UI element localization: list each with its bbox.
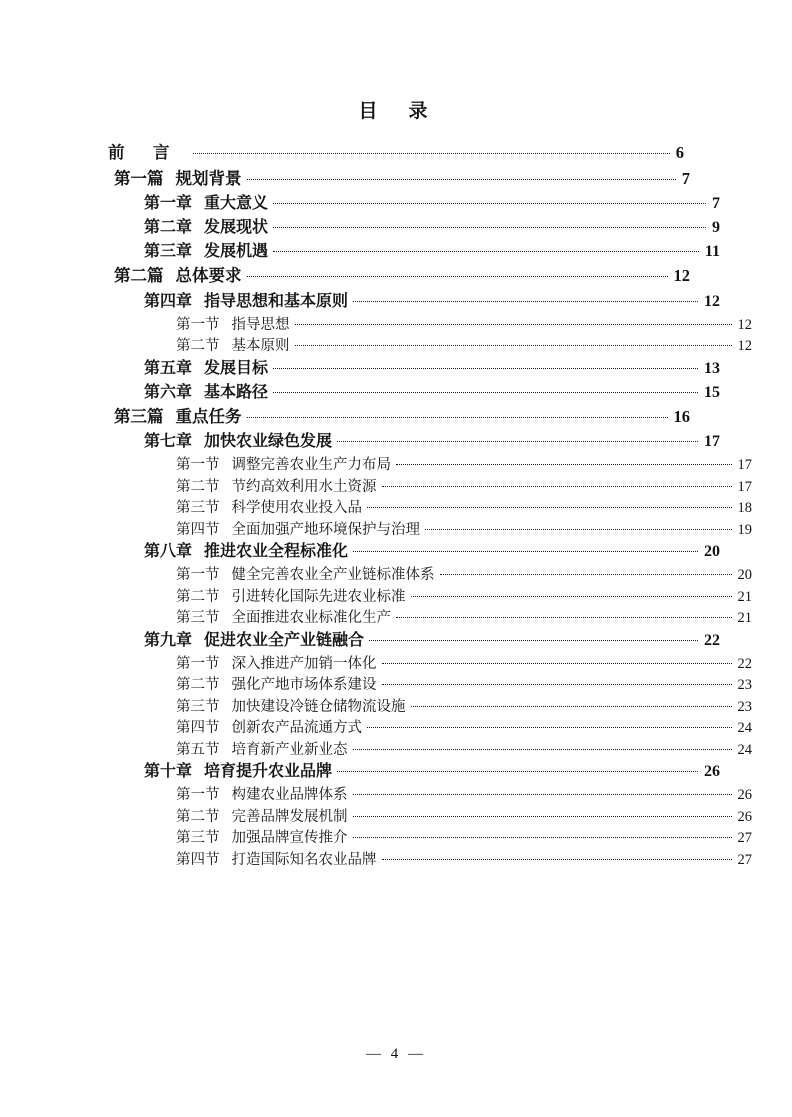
table-of-contents xyxy=(108,143,752,868)
toc-leader-dots xyxy=(382,858,732,860)
toc-entry-number: 第二章 xyxy=(144,219,193,236)
toc-entry-number: 第一节 xyxy=(176,787,220,803)
page-title: 目 录 xyxy=(358,101,434,122)
toc-leader-dots xyxy=(273,391,698,393)
toc-entry[interactable] xyxy=(108,501,752,516)
toc-entry-page: 20 xyxy=(704,543,720,560)
toc-leader-dots xyxy=(367,506,732,508)
toc-entry-page: 24 xyxy=(737,741,752,758)
toc-entry-page: 26 xyxy=(704,763,720,780)
toc-entry-label xyxy=(176,743,351,758)
toc-entry-label xyxy=(176,501,365,516)
toc-leader-dots xyxy=(337,440,698,442)
toc-entry-label xyxy=(176,590,409,605)
toc-entry-page: 23 xyxy=(737,698,752,715)
toc-leader-dots xyxy=(295,323,732,325)
toc-entry-label xyxy=(176,721,365,736)
toc-entry[interactable] xyxy=(108,853,752,868)
toc-entry[interactable] xyxy=(108,339,752,354)
toc-entry-text: 指导思想 xyxy=(231,316,290,333)
toc-entry[interactable] xyxy=(108,294,720,310)
toc-entry-page: 21 xyxy=(737,610,752,626)
toc-entry[interactable] xyxy=(108,700,752,715)
toc-entry-number: 第五节 xyxy=(176,741,220,758)
toc-entry-page: 27 xyxy=(737,851,752,868)
toc-leader-dots xyxy=(425,528,732,530)
toc-entry-label xyxy=(144,764,335,780)
toc-leader-dots xyxy=(396,616,732,618)
toc-leader-dots xyxy=(273,367,698,369)
toc-entry-number: 第二节 xyxy=(176,808,220,825)
toc-entry-label xyxy=(176,480,380,495)
toc-entry-page: 19 xyxy=(737,521,752,538)
toc-entry-label xyxy=(176,611,394,626)
toc-entry-text: 总体要求 xyxy=(175,266,242,285)
toc-entry-label xyxy=(176,339,293,354)
toc-leader-dots xyxy=(411,595,732,597)
toc-entry-number: 第八章 xyxy=(144,543,193,560)
toc-entry-text: 强化产地市场体系建设 xyxy=(231,677,377,693)
toc-entry[interactable] xyxy=(108,810,752,825)
toc-entry-text: 发展机遇 xyxy=(204,243,269,260)
toc-entry-label xyxy=(114,268,245,285)
toc-entry-text: 科学使用农业投入品 xyxy=(231,500,362,516)
toc-entry-page: 15 xyxy=(704,383,720,401)
toc-entry-text: 健全完善农业全产业链标准体系 xyxy=(231,567,435,583)
toc-leader-dots xyxy=(337,770,698,772)
toc-entry-text: 发展现状 xyxy=(204,219,269,236)
toc-entry-label xyxy=(144,633,367,649)
toc-entry-text: 深入推进产加销一体化 xyxy=(231,655,377,672)
toc-entry-page: 17 xyxy=(737,457,752,473)
toc-entry-page: 12 xyxy=(737,316,752,333)
page-number: — 4 — xyxy=(366,1046,426,1062)
toc-entry-page: 24 xyxy=(737,720,752,736)
toc-entry[interactable] xyxy=(108,743,752,758)
toc-entry[interactable] xyxy=(108,385,720,401)
toc-entry-label xyxy=(176,568,438,583)
toc-entry[interactable] xyxy=(108,590,752,605)
toc-entry-page: 21 xyxy=(737,588,752,605)
toc-leader-dots xyxy=(247,275,668,277)
toc-entry-page: 20 xyxy=(737,567,752,583)
toc-entry[interactable] xyxy=(108,406,690,426)
toc-entry-number: 第十章 xyxy=(144,763,193,780)
toc-entry-text: 打造国际知名农业品牌 xyxy=(231,851,377,868)
toc-leader-dots xyxy=(193,152,670,154)
toc-entry-label xyxy=(108,145,191,162)
toc-leader-dots xyxy=(273,226,706,228)
toc-entry-text: 基本路径 xyxy=(204,383,269,401)
toc-entry-number: 第四节 xyxy=(176,851,220,868)
toc-entry-label xyxy=(176,788,351,803)
toc-entry[interactable] xyxy=(108,831,752,846)
toc-leader-dots xyxy=(353,550,698,552)
toc-entry-page: 22 xyxy=(704,631,720,649)
toc-entry-page: 11 xyxy=(704,243,720,260)
toc-entry-number: 第三节 xyxy=(176,610,220,626)
toc-entry-label xyxy=(144,220,271,236)
toc-entry-page: 22 xyxy=(737,655,752,672)
toc-entry-text: 创新农产品流通方式 xyxy=(231,720,362,736)
toc-entry-label xyxy=(176,700,409,715)
toc-entry[interactable] xyxy=(108,268,690,285)
toc-entry-label xyxy=(144,196,271,212)
toc-entry[interactable] xyxy=(108,764,720,780)
toc-entry[interactable] xyxy=(108,788,752,803)
toc-entry-label xyxy=(176,678,380,693)
toc-entry-number: 第四节 xyxy=(176,720,220,736)
toc-entry-number: 第二节 xyxy=(176,478,220,495)
toc-leader-dots xyxy=(353,815,732,817)
toc-entry-page: 12 xyxy=(704,292,720,310)
toc-leader-dots xyxy=(353,300,698,302)
toc-entry[interactable] xyxy=(108,568,752,583)
toc-entry[interactable] xyxy=(108,196,720,212)
toc-leader-dots xyxy=(353,836,732,838)
toc-entry-page: 18 xyxy=(737,500,752,516)
toc-leader-dots xyxy=(369,639,698,641)
toc-entry-text: 完善品牌发展机制 xyxy=(231,808,348,825)
toc-entry-text: 重大意义 xyxy=(204,195,269,212)
toc-entry-number: 第一节 xyxy=(176,457,220,473)
toc-entry-number: 第三节 xyxy=(176,830,220,846)
toc-entry-number: 第一节 xyxy=(176,316,220,333)
toc-entry-number: 第七章 xyxy=(144,433,193,450)
toc-entry-number: 第三节 xyxy=(176,500,220,516)
toc-entry-text: 加强品牌宣传推介 xyxy=(231,830,348,846)
toc-entry-text: 重点任务 xyxy=(175,406,242,426)
toc-entry-number: 第一节 xyxy=(176,567,220,583)
toc-entry-page: 23 xyxy=(737,677,752,693)
toc-entry-number: 第三章 xyxy=(144,243,193,260)
toc-entry-page: 7 xyxy=(712,195,720,212)
toc-entry-number: 第二节 xyxy=(176,338,220,354)
toc-entry-label xyxy=(176,458,394,473)
toc-entry-label xyxy=(144,385,271,401)
toc-entry-number: 第二节 xyxy=(176,677,220,693)
toc-entry[interactable] xyxy=(108,721,752,736)
toc-entry-page: 13 xyxy=(704,359,720,377)
toc-entry-label xyxy=(114,406,245,426)
toc-entry-number: 第九章 xyxy=(144,631,193,649)
toc-entry-page: 17 xyxy=(737,478,752,495)
toc-entry-text: 培育提升农业品牌 xyxy=(204,763,333,780)
toc-entry-label xyxy=(176,318,293,333)
toc-entry[interactable] xyxy=(108,361,720,377)
toc-entry-text: 加快建设冷链仓储物流设施 xyxy=(231,698,406,715)
toc-entry[interactable] xyxy=(108,434,720,450)
toc-entry-label xyxy=(144,244,271,260)
toc-entry[interactable] xyxy=(108,611,752,626)
toc-entry-label xyxy=(114,168,245,188)
toc-entry-number: 第六章 xyxy=(144,383,193,401)
toc-entry-number: 第三篇 xyxy=(114,406,164,426)
toc-entry[interactable] xyxy=(108,657,752,672)
toc-entry[interactable] xyxy=(108,523,752,538)
toc-entry[interactable] xyxy=(108,678,752,693)
toc-entry-label xyxy=(176,523,423,538)
toc-entry-number: 第四章 xyxy=(144,292,193,310)
toc-entry-page: 12 xyxy=(737,338,752,354)
toc-entry-number: 第四节 xyxy=(176,521,220,538)
toc-entry-text: 节约高效利用水土资源 xyxy=(231,478,377,495)
toc-entry-number: 前 言 xyxy=(108,143,176,162)
page-footer xyxy=(0,1046,792,1063)
toc-entry-label xyxy=(144,361,271,377)
toc-entry[interactable] xyxy=(108,318,752,333)
toc-entry-text: 构建农业品牌体系 xyxy=(231,787,348,803)
toc-entry-label xyxy=(176,853,380,868)
toc-leader-dots xyxy=(247,416,668,418)
toc-entry-label xyxy=(144,544,351,560)
toc-entry[interactable] xyxy=(108,544,720,560)
toc-entry-page: 9 xyxy=(712,219,720,236)
toc-entry[interactable] xyxy=(108,480,752,495)
toc-entry-page: 16 xyxy=(673,406,690,426)
toc-entry-text: 指导思想和基本原则 xyxy=(204,292,349,310)
toc-entry-text: 引进转化国际先进农业标准 xyxy=(231,588,406,605)
toc-entry-number: 第五章 xyxy=(144,359,193,377)
toc-entry-page: 6 xyxy=(675,143,684,162)
toc-entry-text: 加快农业绿色发展 xyxy=(204,433,333,450)
toc-entry[interactable] xyxy=(108,145,684,162)
toc-entry-text: 调整完善农业生产力布局 xyxy=(231,457,391,473)
toc-leader-dots xyxy=(382,485,732,487)
toc-entry-number: 第三节 xyxy=(176,698,220,715)
toc-leader-dots xyxy=(353,748,732,750)
toc-entry-label xyxy=(144,294,351,310)
toc-entry-page: 26 xyxy=(737,808,752,825)
toc-entry[interactable] xyxy=(108,458,752,473)
toc-leader-dots xyxy=(396,463,732,465)
toc-entry-label xyxy=(176,810,351,825)
toc-entry-label xyxy=(144,434,335,450)
toc-entry-page: 27 xyxy=(737,830,752,846)
toc-entry[interactable] xyxy=(108,220,720,236)
toc-entry-label xyxy=(176,657,380,672)
toc-entry-page: 7 xyxy=(681,168,690,188)
toc-entry-text: 推进农业全程标准化 xyxy=(204,543,349,560)
toc-entry-text: 全面加强产地环境保护与治理 xyxy=(231,521,420,538)
toc-entry-text: 发展目标 xyxy=(204,359,269,377)
toc-entry-page: 12 xyxy=(673,266,690,285)
toc-entry-text: 全面推进农业标准化生产 xyxy=(231,610,391,626)
toc-entry-text: 规划背景 xyxy=(175,168,242,188)
toc-entry-label xyxy=(176,831,351,846)
toc-entry-number: 第一章 xyxy=(144,195,193,212)
toc-entry-number: 第一节 xyxy=(176,655,220,672)
toc-leader-dots xyxy=(247,178,676,180)
toc-leader-dots xyxy=(273,250,699,252)
toc-leader-dots xyxy=(353,793,732,795)
toc-leader-dots xyxy=(295,344,732,346)
toc-entry-number: 第二节 xyxy=(176,588,220,605)
toc-entry-text: 促进农业全产业链融合 xyxy=(204,631,365,649)
toc-leader-dots xyxy=(382,662,732,664)
toc-entry-text: 基本原则 xyxy=(231,338,290,354)
toc-entry-page: 26 xyxy=(737,787,752,803)
toc-entry[interactable] xyxy=(108,168,690,188)
toc-entry-text: 培育新产业新业态 xyxy=(231,741,348,758)
toc-entry-number: 第二篇 xyxy=(114,266,164,285)
toc-leader-dots xyxy=(367,726,732,728)
toc-entry-page: 17 xyxy=(704,433,720,450)
toc-leader-dots xyxy=(411,705,732,707)
toc-leader-dots xyxy=(273,202,706,204)
toc-entry[interactable] xyxy=(108,633,720,649)
toc-entry[interactable] xyxy=(108,244,720,260)
toc-leader-dots xyxy=(440,573,732,575)
toc-entry-number: 第一篇 xyxy=(114,168,164,188)
toc-leader-dots xyxy=(382,683,732,685)
